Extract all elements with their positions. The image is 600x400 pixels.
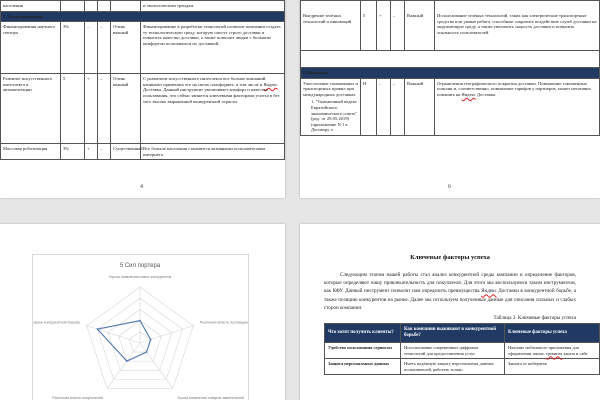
- comment-cell: [141, 74, 285, 144]
- paragraph-text: Следующим этапом нашей работы стал анализ конкурентной среды компании и определение факторов, которые определяют нашу привлекательность для покупателя. Для этого мы воспользуемся таким инструментом, как КФУ. Данный инструмент позволит нам определить преимущества: [324, 272, 576, 295]
- table-row: [325, 343, 600, 359]
- comment-cell: [435, 78, 600, 135]
- section-header-row: [1, 11, 285, 22]
- table-caption: Таблица 3. Ключевые факторы успеха: [493, 315, 576, 322]
- dash-cell: –: [98, 22, 111, 74]
- paragraph-text: Доставки в конкурентной борьбе, а также позицию конкурентов на рынке. Далее мы используем полученные данные для описания сильных и слабых сторон компании.: [324, 288, 576, 311]
- direction-cell: –: [85, 22, 98, 74]
- comment-text: Доставка.: [475, 91, 497, 97]
- spelling-error-mark[interactable]: трекинга: [545, 350, 563, 356]
- importance-cell: Важный: [405, 1, 435, 51]
- section-header-row: [301, 68, 600, 79]
- section-header: L Правовые: [301, 68, 600, 79]
- comment-cell: Использование зелёных технологий, таких как электрические транспортные средства или умные ребята, способные сократить воздействие служб доставки на окружающую среду, а также увеличить скорость доставки и повысить лояльность пользователей.: [435, 1, 600, 51]
- table-cell: и экологическим трендам.: [141, 1, 285, 12]
- percent-cell: 3%: [61, 22, 85, 74]
- table-header-row: [325, 324, 600, 343]
- comment-text: Доставка. Данный инструмент увеличивает комфорт и качество пользования, что сейчас является ключевыми факторами успеха в без того высоко выраженной конкурентной отрасли.: [143, 87, 280, 104]
- radar-point: [150, 339, 152, 341]
- radar-chart: [33, 255, 248, 400]
- dash-cell: –: [391, 1, 405, 51]
- column-header: Как компании выживают в конкурентной борьбе?: [401, 324, 505, 343]
- table-row: [301, 1, 600, 51]
- dash-cell: –: [98, 144, 111, 160]
- section-header: Т Технологические: [1, 11, 285, 22]
- list-item: 1. "Таможенный кодекс Евразийского экономического союза" (ред. от 29.05.2019) (приложение N 1 к Договору о: [311, 99, 357, 133]
- table-row: [1, 74, 285, 144]
- chart-frame[interactable]: [32, 254, 249, 400]
- radar-point: [146, 351, 148, 353]
- table-row: [1, 144, 285, 160]
- importance-cell: Очень важный: [111, 22, 141, 74]
- percent-cell: 3%: [61, 144, 85, 160]
- radar-category-label: Угроза появления новых конкурентов: [108, 275, 172, 279]
- document-page-6[interactable]: [300, 0, 600, 198]
- spelling-error-mark[interactable]: Яндекс: [461, 91, 476, 97]
- page-title: Ключевые факторы успеха: [410, 254, 490, 261]
- table-row: [325, 359, 600, 375]
- direction-cell: +: [85, 144, 98, 160]
- table-cell: населения: [1, 1, 61, 12]
- factor-cell: Финансирования научного сектора: [1, 22, 61, 74]
- column-header: Ключевые факторы успеха: [505, 324, 600, 343]
- percent-cell: H: [361, 78, 377, 135]
- percent-cell: 5: [361, 1, 377, 51]
- document-page-kfu[interactable]: [300, 224, 600, 400]
- direction-cell: +: [377, 1, 391, 51]
- table-cell: [505, 343, 600, 359]
- radar-axis: [140, 343, 173, 388]
- table-row: [1, 22, 285, 74]
- body-paragraph: [324, 271, 576, 312]
- comment-text: С развитием искусственного интеллекта все больше компаний начинают применять его на своих платформах, в том числе и: [143, 76, 266, 87]
- page-number: 6: [448, 184, 451, 190]
- cell-text: заказа и сайт: [562, 350, 588, 356]
- cell-text: Наличие мобильного приложения для оформления заказа,: [508, 345, 579, 356]
- pest-table-legal: [300, 0, 600, 136]
- document-page-4[interactable]: [0, 0, 285, 198]
- table-cell: Использование современных цифровых технологий для предоставления услуг: [401, 343, 505, 359]
- table-cell: Защита от кибератак: [505, 359, 600, 375]
- table-cell: Удобство пользования сервисом: [325, 343, 401, 359]
- radar-category-label: Уровень конкурентной борьбы: [33, 320, 81, 325]
- factor-cell: Внедрение зелёных технологий и инноваций: [301, 1, 361, 51]
- table-cell: Защита персональных данных: [325, 359, 401, 375]
- importance-cell: Очень важный: [111, 74, 141, 144]
- radar-point: [126, 360, 128, 362]
- radar-category-label: Рыночная власть поставщиков: [199, 320, 248, 325]
- comment-cell: Все больше населения становится активными пользователями интернета: [141, 144, 285, 160]
- importance-cell: Важный: [405, 78, 435, 135]
- column-header: Что хотят получить клиенты?: [325, 324, 401, 343]
- table-row: [1, 1, 285, 12]
- table-row: [301, 78, 600, 135]
- pest-table-technological: [0, 0, 285, 160]
- importance-cell: Существенный: [111, 144, 141, 160]
- page-number: 4: [140, 184, 143, 190]
- document-page-radar[interactable]: [0, 224, 285, 400]
- radar-point: [96, 328, 98, 330]
- factor-cell: [301, 78, 361, 135]
- direction-cell: –: [377, 78, 391, 135]
- radar-point: [139, 320, 141, 322]
- radar-category-label: Рыночная власть покупателей: [52, 395, 103, 400]
- dash-cell: –: [98, 74, 111, 144]
- comment-cell: Финансирование в разработки технологий позволит компании создать ту технологическую среду, которую смогут строго доставки и повысить качество доставки, а также позволит людям с большим комфортом пользоваться их доставкой.: [141, 22, 285, 74]
- table-cell: Иметь надёжную защиту персональных данных пользователей, работать только: [401, 359, 505, 375]
- chart-title: 5 Сил портера: [119, 263, 161, 269]
- percent-cell: 5: [61, 74, 85, 144]
- radar-axis: [107, 343, 140, 388]
- factor-cell: Развитие искусственного интеллекта и автоматизации: [1, 74, 61, 144]
- dash-cell: –: [391, 78, 405, 135]
- factor-text: Ужесточение таможенных и транспортных правил при международных доставках: [303, 80, 358, 97]
- direction-cell: +: [85, 74, 98, 144]
- spelling-error-mark[interactable]: Яндекс: [481, 288, 497, 295]
- radar-category-label: Угроза появления товаров-заменителей: [177, 395, 245, 400]
- radar-axis: [87, 326, 140, 343]
- spelling-error-mark[interactable]: Яндекс: [263, 81, 278, 87]
- comment-text: Ограничения географического покрытия доставки. Повышение таможенных пошлин и, соответственно, повышение тарифов у партнеров, может негативно повлиять на: [437, 80, 591, 97]
- factor-cell: Массовая роботизация: [1, 144, 61, 160]
- kfu-table: [324, 323, 600, 375]
- radar-series-line: [97, 321, 150, 362]
